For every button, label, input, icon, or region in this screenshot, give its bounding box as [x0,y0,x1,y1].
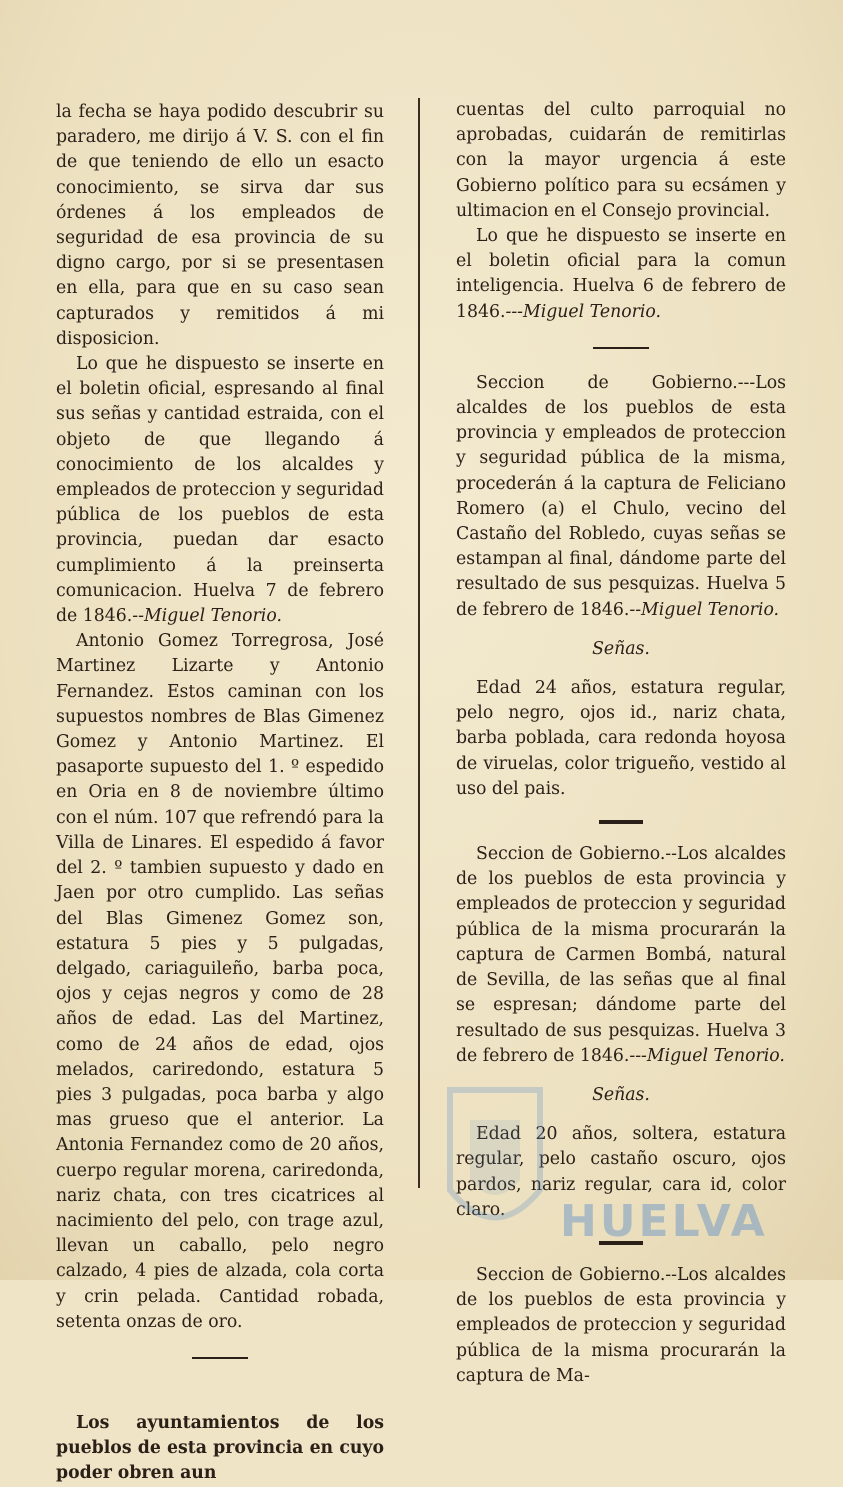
right-paragraph-1: cuentas del culto parroquial no aprobadas, cuidarán de remitirlas con la mayor urgencia á este Gobierno político para su ecsámen y ultimacion en el Consejo provincial. [456,100,786,221]
right-paragraph-3-signature: --Miguel Tenorio. [629,599,780,620]
left-paragraph-2 [56,352,384,629]
left-paragraph-4: Los ayuntamientos de los pueblos de esta provincia en cuyo poder obren aun [56,1412,384,1484]
right-paragraph-4: Edad 24 años, estatura regular, pelo negro, ojos id., nariz chata, barba poblada, cara redonda hoyosa de viruelas, color trigueño, vestido al uso del pais. [456,678,786,799]
right-paragraph-7: Seccion de Gobierno.--Los alcaldes de los pueblos de esta provincia y empleados de proteccion y seguridad pública de la misma procurarán la captura de Ma- [456,1264,786,1386]
huelva-watermark-text: HUELVA [560,1196,768,1247]
right-paragraph-2-text: Lo que he dispuesto se inserte en el boletin oficial para la comun inteligencia. Huelva 6 de febrero de 1846. [456,226,786,322]
senas-heading-1: Señas. [592,638,650,659]
section-divider [192,1357,248,1359]
right-paragraph-5 [456,842,786,1069]
spacer [56,1381,384,1411]
right-paragraph-2-signature: ---Miguel Tenorio. [505,301,661,322]
right-paragraph-3 [456,371,786,623]
left-paragraph-3: Antonio Gomez Torregrosa, José Martinez Lizarte y Antonio Fernandez. Estos caminan con los supuestos nombres de Blas Gimenez Gomez y Antonio Martinez. El pasaporte supuesto del 1. º espedido en Oria en 8 de noviembre último con el núm. 107 que refrendó para la Villa de Linares. El espedido á favor del 2. º tambien supuesto y dado en Jaen por otro cumplido. Las señas del Blas Gimenez Gomez son, estatura 5 pies y 5 pulgadas, delgado, cariaguileño, barba poca, ojos y cejas negros y como de 28 años de edad. Las del Martinez, como de 24 años de edad, ojos melados, cariredondo, estatura 5 pies 3 pulgadas, poca barba y algo mas grueso que el anterior. La Antonia Fernandez como de 20 años, cuerpo regular morena, cariredonda, nariz chata, con tres cicatrices al nacimiento del pelo, con trage azul, llevan un caballo, pelo negro calzado, 4 pies de alzada, cola corta y crin pelada. Cantidad robada, setenta onzas de oro. [56,631,384,1332]
right-paragraph-2 [456,224,786,325]
right-paragraph-6: Edad 20 años, soltera, estatura regular, pelo castaño oscuro, ojos pardos, nariz regular, cara id, color claro. [456,1124,786,1220]
right-paragraph-3-text: Seccion de Gobierno.---Los alcaldes de los pueblos de esta provincia y empleados de proteccion y seguridad pública de la misma, procederán á la captura de Feliciano Romero (a) el Chulo, vecino del Castaño del Robledo, cuyas señas se estampan al final, dándome parte del resultado de sus pesquizas. Huelva 5 de febrero de 1846. [456,372,786,620]
column-divider [418,98,420,1188]
left-paragraph-1: la fecha se haya podido descubrir su paradero, me dirijo á V. S. con el fin de que teniendo de ello un esacto conocimiento, se sirva dar sus órdenes á los empleados de seguridad de esa provincia de su digno cargo, por si se presentasen en ella, para que en su caso sean capturados y remitidos á mi disposicion. [56,102,384,349]
section-divider [599,820,643,824]
right-paragraph-5-signature: ---Miguel Tenorio. [629,1045,785,1066]
right-paragraph-5-text: Seccion de Gobierno.--Los alcaldes de los pueblos de esta provincia y empleados de proteccion y seguridad pública de la misma procurarán la captura de Carmen Bombá, natural de Sevilla, de las señas que al final se espresan; dándome parte del resultado de sus pesquizas. Huelva 3 de febrero de 1846. [456,844,786,1066]
left-paragraph-2-signature: --Miguel Tenorio. [132,606,282,627]
senas-heading-2: Señas. [592,1084,650,1105]
left-column [56,100,384,1487]
left-paragraph-2-text: Lo que he dispuesto se inserte en el boletin oficial, espresando al final sus señas y cantidad estraida, con el objeto de que llegando á conocimiento de los alcaldes y empleados de proteccion y seguridad pública de los pueblos de esta provincia, puedan dar esacto cumplimiento á la preinserta comunicacion. Huelva 7 de febrero de 1846. [56,354,384,627]
section-divider [593,347,649,349]
